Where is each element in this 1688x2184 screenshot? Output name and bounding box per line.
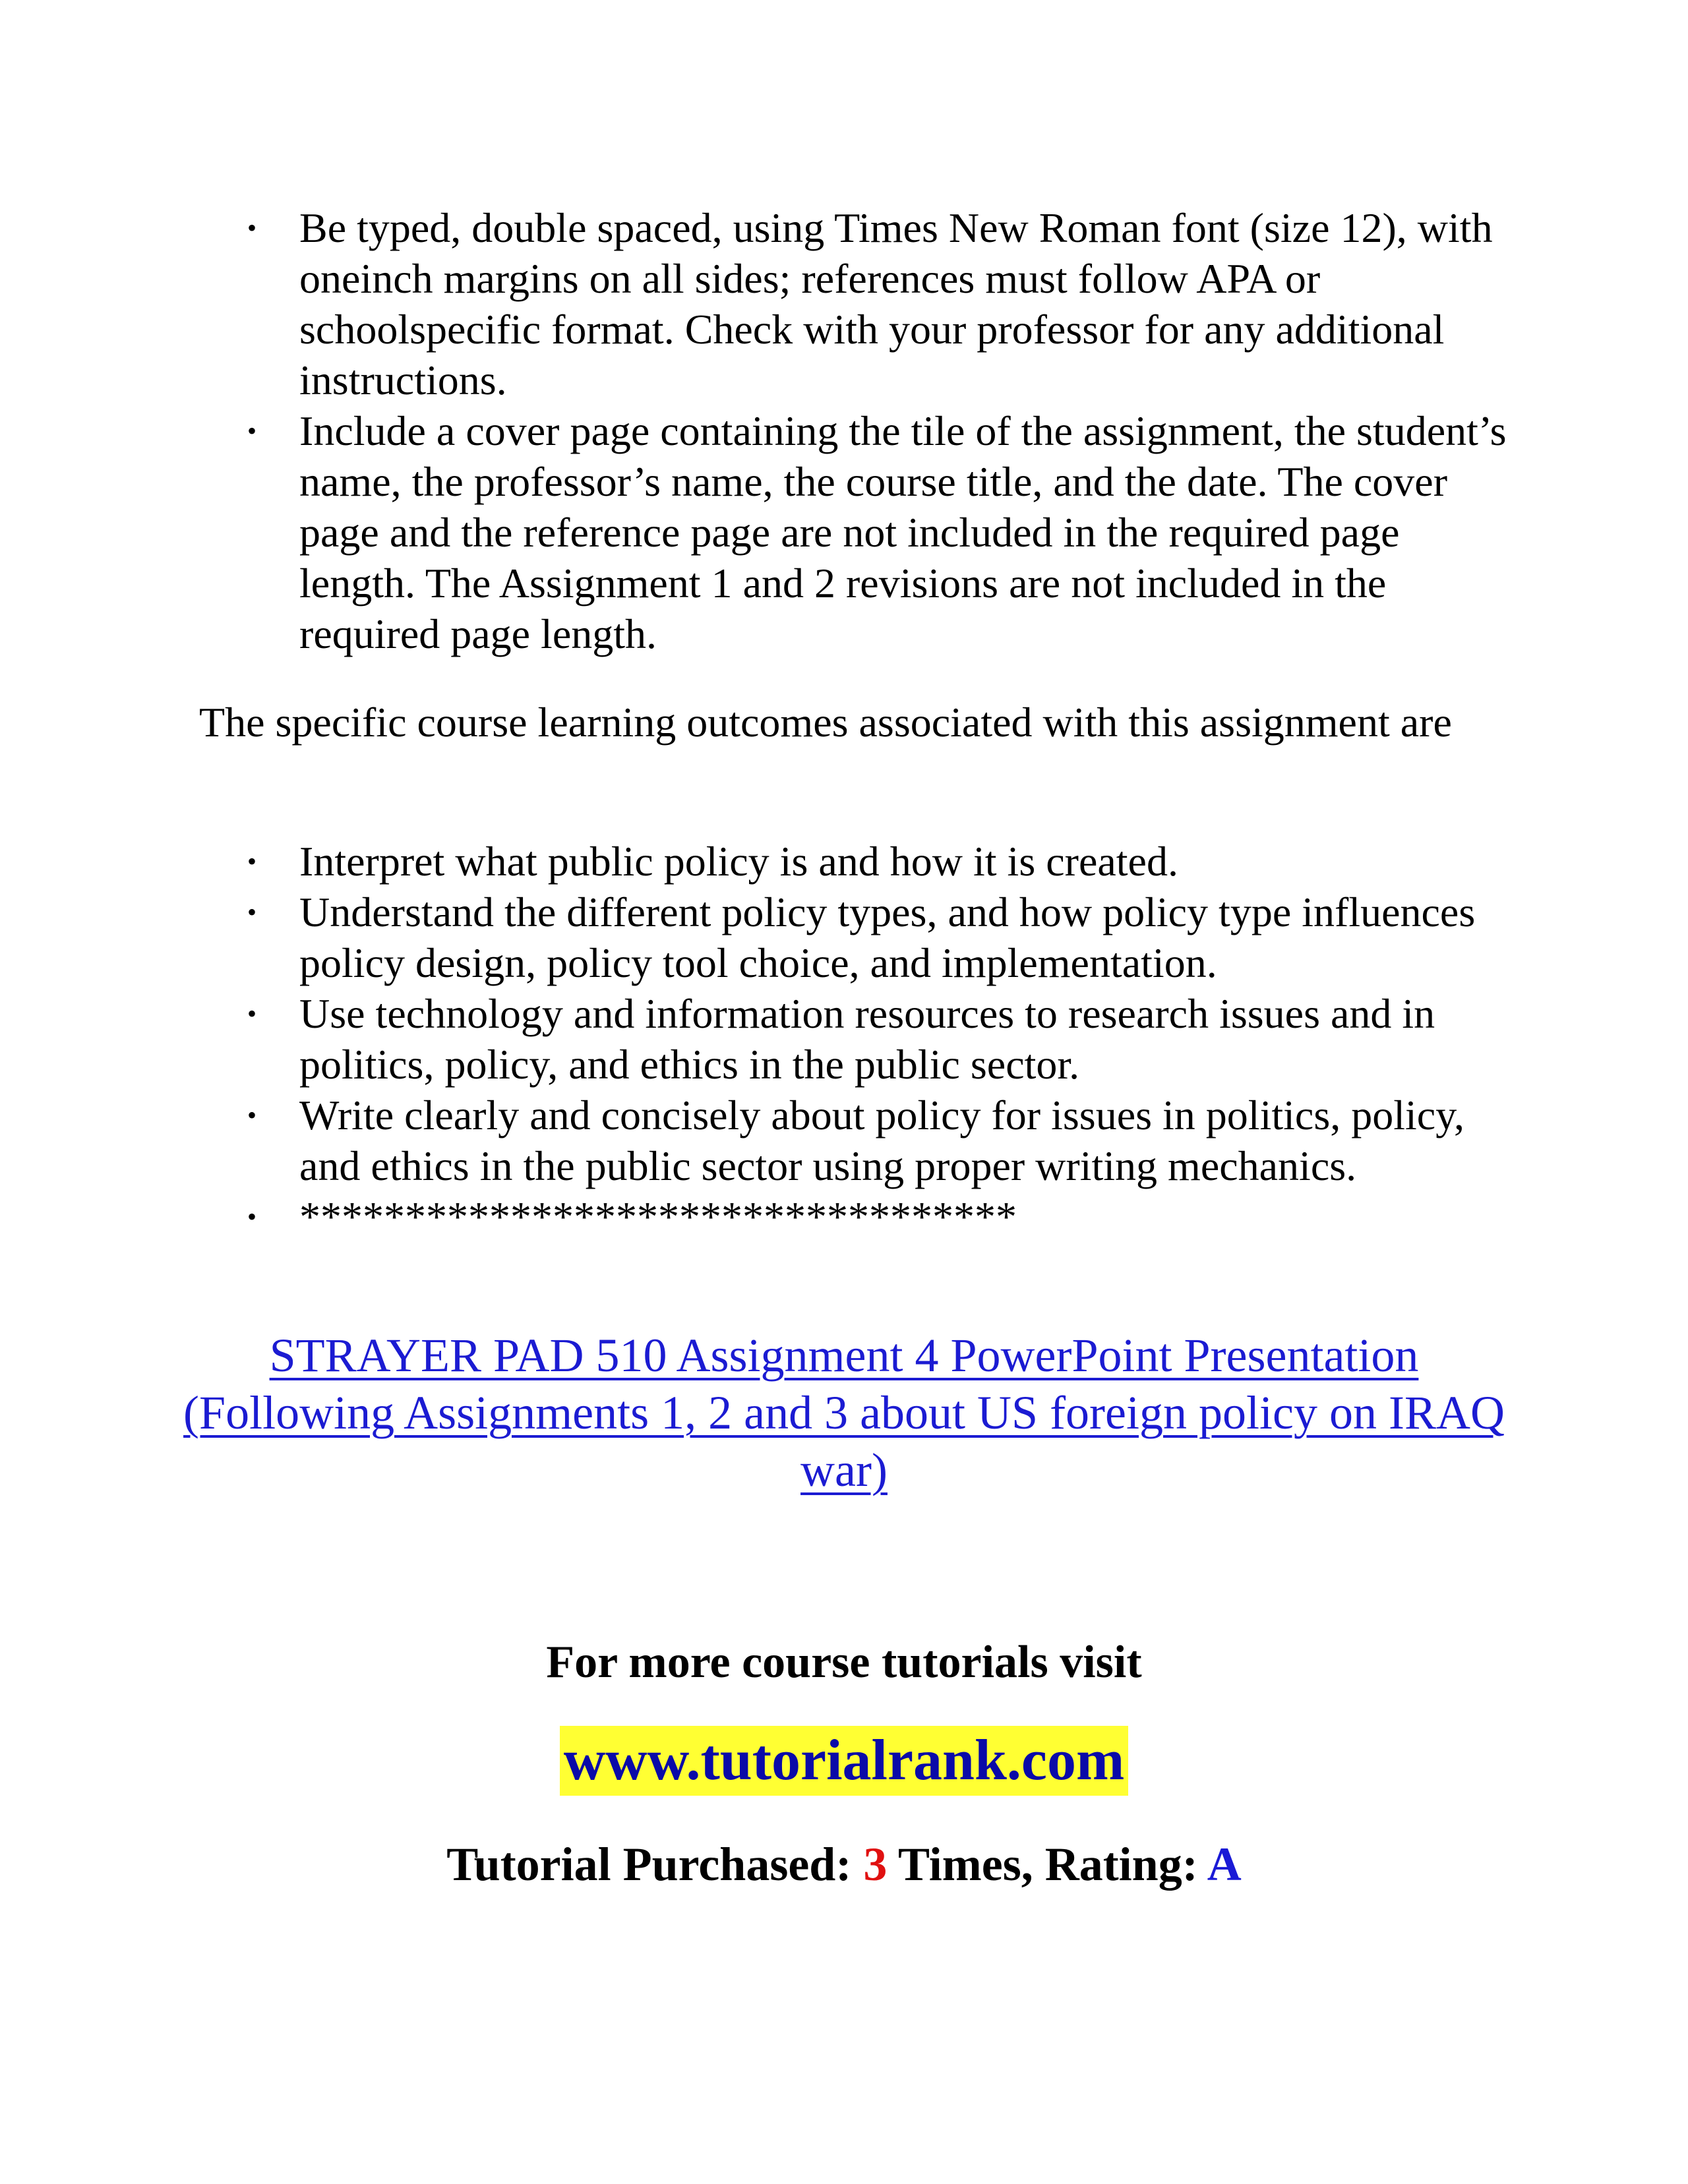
purchase-count: 3 (863, 1838, 888, 1891)
requirement-text: Be typed, double spaced, using Times New Roman font (size 12), with oneinch margins on all sides; references must follow APA or schoolspecific format. Check with your professor for any additional instructions. (299, 204, 1493, 403)
separator-stars: ********************************** (299, 1193, 1017, 1240)
list-item (247, 1191, 1520, 1242)
bullet-icon: • (247, 1100, 257, 1130)
list-item (247, 988, 1520, 1090)
bullet-icon: • (247, 846, 257, 876)
list-item (247, 202, 1520, 405)
list-item (247, 836, 1520, 887)
bullet-icon: • (247, 416, 257, 446)
list-item (247, 887, 1520, 988)
purchase-rating-line (0, 1834, 1688, 1895)
rating-grade: A (1207, 1838, 1242, 1891)
list-item (247, 405, 1520, 659)
website-link[interactable]: www.tutorialrank.com (560, 1726, 1129, 1796)
list-item (247, 1090, 1520, 1191)
outcome-text: Interpret what public policy is and how it is created. (299, 838, 1178, 885)
outcome-text: Use technology and information resources to research issues and in politics, policy, and ethics in the public sector. (299, 990, 1435, 1088)
bullet-icon: • (247, 1202, 257, 1231)
bullet-icon: • (247, 897, 257, 927)
requirement-text: Include a cover page containing the tile of the assignment, the student’s name, the professor’s name, the course title, and the date. The cover page and the reference page are not included in the required page length. The Assignment 1 and 2 revisions are not included in the required page length. (299, 407, 1507, 657)
rating-label: Times, Rating: (887, 1838, 1207, 1891)
outcomes-intro: The specific course learning outcomes associated with this assignment are (199, 699, 1452, 746)
requirements-list (247, 202, 1520, 659)
outcome-text: Write clearly and concisely about policy for issues in politics, policy, and ethics in the public sector using proper writing mechanics. (299, 1092, 1465, 1189)
purchased-label: Tutorial Purchased: (446, 1838, 864, 1891)
bullet-icon: • (247, 999, 257, 1028)
outcome-text: Understand the different policy types, and how policy type influences policy design, policy tool choice, and implementation. (299, 889, 1476, 986)
website-container (0, 1726, 1688, 1796)
bullet-icon: • (247, 213, 257, 243)
assignment-link[interactable]: STRAYER PAD 510 Assignment 4 PowerPoint Presentation (Following Assignments 1, 2 and 3 about US foreign policy on IRAQ war) (183, 1329, 1505, 1496)
outcomes-list (247, 836, 1520, 1242)
more-tutorials-heading: For more course tutorials visit (546, 1637, 1142, 1688)
